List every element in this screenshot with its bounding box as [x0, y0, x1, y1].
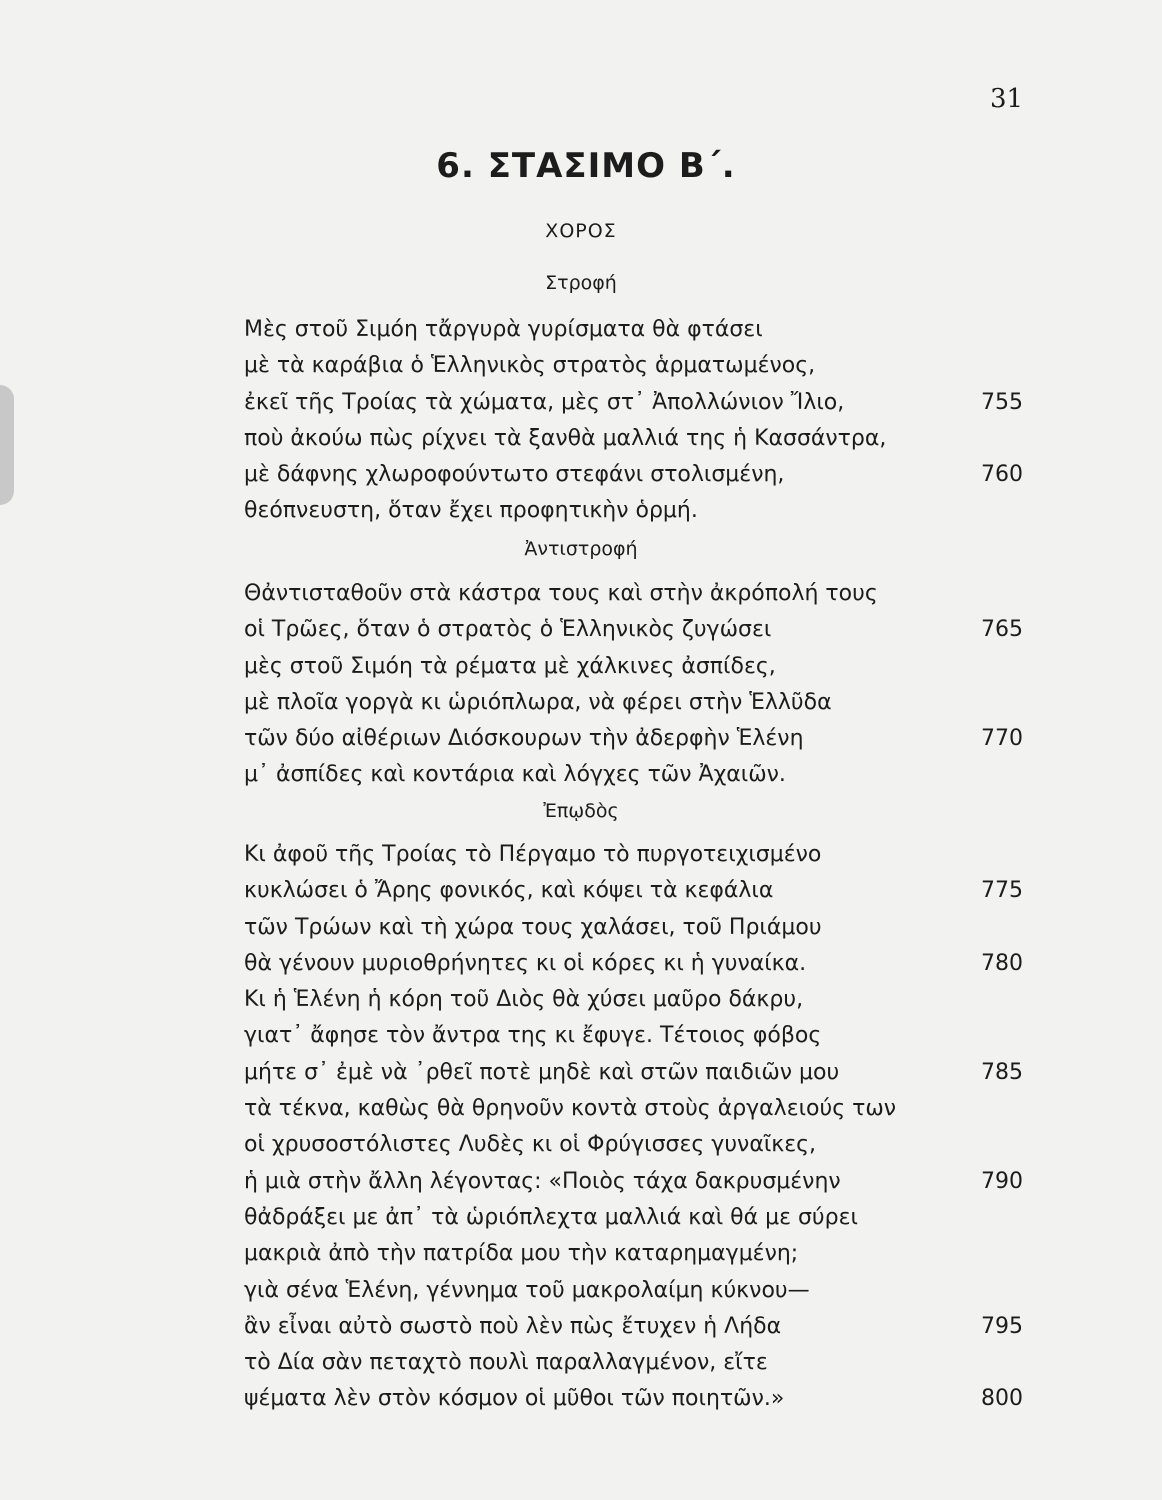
- verse-text: ἡ μιὰ στὴν ἄλλη λέγοντας: «Ποιὸς τάχα δακρυσμένην: [244, 1168, 841, 1194]
- verse-line: [244, 1164, 1034, 1200]
- verse-text: ἂν εἶναι αὐτὸ σωστὸ ποὺ λὲν πὼς ἔτυχεν ἡ Λήδα: [244, 1313, 782, 1339]
- heading-antistrophe: Ἀντιστροφή: [524, 538, 638, 560]
- stanza-epode: [244, 837, 1034, 1418]
- stanza-strophe: [244, 312, 1034, 530]
- verse-line: [244, 1309, 1034, 1345]
- verse-text: ποὺ ἀκούω πὼς ρίχνει τὰ ξανθὰ μαλλιά της ἡ Κασσάντρα,: [244, 425, 887, 451]
- verse-line: [244, 1345, 1034, 1381]
- verse-line: [244, 1091, 1034, 1127]
- line-number: 800: [981, 1386, 1023, 1412]
- verse-text: Κι ἡ Ἑλένη ἡ κόρη τοῦ Διὸς θὰ χύσει μαῦρο δάκρυ,: [244, 987, 804, 1013]
- verse-text: μὲς στοῦ Σιμόη τὰ ρέματα μὲ χάλκινες ἀσπίδες,: [244, 653, 776, 679]
- verse-text: ἐκεῖ τῆς Τροίας τὰ χώματα, μὲς στ᾽ Ἀπολλώνιον Ἴλιο,: [244, 389, 845, 415]
- verse-line: [244, 757, 1034, 793]
- verse-line: [244, 910, 1034, 946]
- verse-text: Θἀντισταθοῦν στὰ κάστρα τους καὶ στὴν ἀκρόπολή τους: [244, 581, 878, 606]
- verse-text: θὰ γένουν μυριοθρήνητες κι οἱ κόρες κι ἡ γυναίκα.: [244, 950, 807, 976]
- verse-text: μὲ πλοῖα γοργὰ κι ὡριόπλωρα, νὰ φέρει στὴν Ἑλλῦδα: [244, 689, 832, 715]
- verse-line: [244, 348, 1034, 384]
- speaker-label: ΧΟΡΟΣ: [545, 220, 617, 242]
- line-number: 785: [981, 1059, 1023, 1085]
- line-number: 755: [981, 389, 1023, 415]
- verse-text: θἀδράξει με ἀπ᾽ τὰ ὡριόπλεχτα μαλλιά καὶ θά με σύρει: [244, 1204, 858, 1230]
- verse-text: θεόπνευστη, ὅταν ἔχει προφητικὴν ὁρμή.: [244, 498, 698, 524]
- verse-line: [244, 1381, 1034, 1417]
- verse-text: τὸ Δία σὰν πεταχτὸ πουλὶ παραλλαγμένον, εἴτε: [244, 1350, 768, 1376]
- line-number: 770: [981, 726, 1023, 752]
- verse-line: [244, 312, 1034, 348]
- line-number: 790: [981, 1168, 1023, 1194]
- verse-line: [244, 576, 1034, 612]
- verse-text: τὰ τέκνα, καθὼς θὰ θρηνοῦν κοντὰ στοὺς ἀργαλειούς των: [244, 1096, 897, 1122]
- verse-text: οἱ χρυσοστόλιστες Λυδὲς κι οἱ Φρύγισσες γυναῖκες,: [244, 1132, 817, 1158]
- verse-line: [244, 457, 1034, 493]
- verse-line: [244, 1018, 1034, 1054]
- verse-line: [244, 1273, 1034, 1309]
- line-number: 765: [981, 617, 1023, 643]
- verse-text: τῶν Τρώων καὶ τὴ χώρα τους χαλάσει, τοῦ Πριάμου: [244, 914, 822, 940]
- verse-text: μ᾽ ἀσπίδες καὶ κοντάρια καὶ λόγχες τῶν Ἀχαιῶν.: [244, 762, 786, 788]
- verse-text: μὲ δάφνης χλωροφούντωτο στεφάνι στολισμένη,: [244, 462, 785, 488]
- heading-strophe: Στροφή: [545, 272, 617, 294]
- verse-line: [244, 385, 1034, 421]
- verse-line: [244, 1055, 1034, 1091]
- verse-line: [244, 837, 1034, 873]
- verse-text: κυκλώσει ὁ Ἄρης φονικός, καὶ κόψει τὰ κεφάλια: [244, 878, 774, 904]
- scan-edge-shadow: [0, 385, 14, 505]
- verse-line: [244, 612, 1034, 648]
- verse-line: [244, 1127, 1034, 1163]
- verse-line: [244, 685, 1034, 721]
- verse-text: ψέματα λὲν στὸν κόσμον οἱ μῦθοι τῶν ποιητῶν.»: [244, 1386, 785, 1412]
- verse-line: [244, 649, 1034, 685]
- verse-text: γιὰ σένα Ἑλένη, γέννημα τοῦ μακρολαίμη κύκνου—: [244, 1277, 810, 1303]
- heading-epode: Ἐπῳδὸς: [543, 800, 619, 822]
- line-number: 775: [981, 878, 1023, 904]
- verse-text: μήτε σ᾽ ἐμὲ νὰ ᾽ρθεῖ ποτὲ μηδὲ καὶ στῶν παιδιῶν μου: [244, 1059, 840, 1085]
- section-title: 6. ΣΤΑΣΙΜΟ Β΄.: [436, 146, 736, 186]
- verse-text: μακριὰ ἀπὸ τὴν πατρίδα μου τὴν καταρημαγμένη;: [244, 1241, 799, 1267]
- stanza-antistrophe: [244, 576, 1034, 794]
- line-number: 795: [981, 1313, 1023, 1339]
- verse-text: οἱ Τρῶες, ὅταν ὁ στρατὸς ὁ Ἑλληνικὸς ζυγώσει: [244, 617, 772, 643]
- verse-text: τῶν δύο αἰθέριων Διόσκουρων τὴν ἀδερφὴν Ἑλένη: [244, 726, 804, 752]
- verse-text: γιατ᾽ ἄφησε τὸν ἄντρα της κι ἔφυγε. Τέτοιος φόβος: [244, 1023, 822, 1049]
- verse-line: [244, 982, 1034, 1018]
- verse-text: Μὲς στοῦ Σιμόη τἄργυρὰ γυρίσματα θὰ φτάσει: [244, 317, 763, 342]
- verse-line: [244, 873, 1034, 909]
- verse-line: [244, 421, 1034, 457]
- verse-line: [244, 1200, 1034, 1236]
- verse-line: [244, 946, 1034, 982]
- verse-text: Κι ἀφοῦ τῆς Τροίας τὸ Πέργαμο τὸ πυργοτειχισμένο: [244, 842, 822, 867]
- verse-text: μὲ τὰ καράβια ὁ Ἑλληνικὸς στρατὸς ἁρματωμένος,: [244, 353, 816, 379]
- verse-line: [244, 493, 1034, 529]
- verse-line: [244, 721, 1034, 757]
- line-number: 760: [981, 462, 1023, 488]
- line-number: 780: [981, 950, 1023, 976]
- page-number: 31: [990, 84, 1024, 114]
- verse-line: [244, 1236, 1034, 1272]
